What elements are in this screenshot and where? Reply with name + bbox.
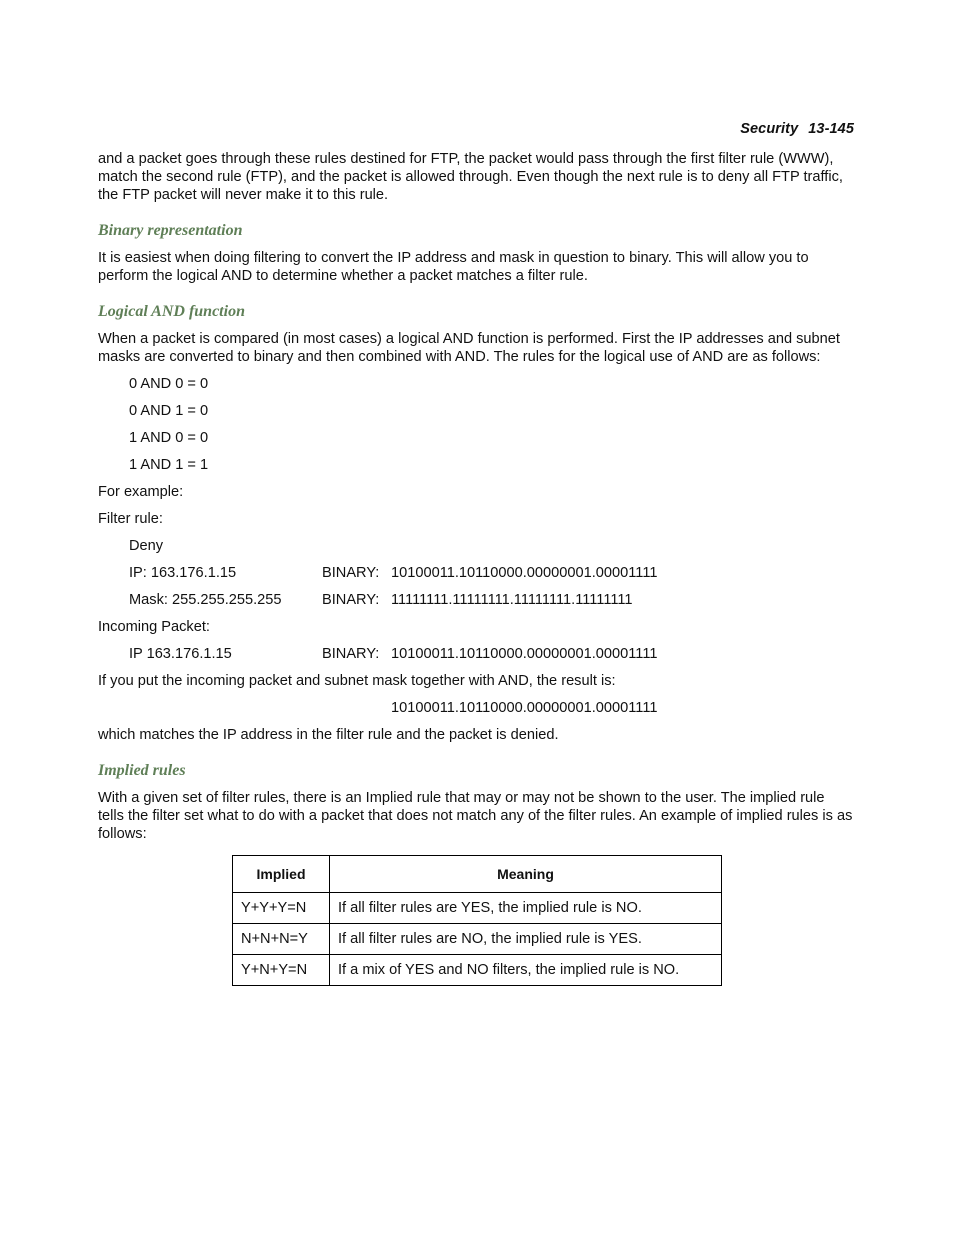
filter-mask-row [98, 591, 854, 618]
heading-implied-rules: Implied rules [98, 762, 186, 779]
table-row [233, 893, 722, 924]
implied-paragraph: With a given set of filter rules, there is an Implied rule that may or may not be shown to the user. The implied rule tells the filter set what to do with a packet that does not match any of the filter rules. An example of implied rules is as follows: [98, 790, 853, 842]
implied-rules-table [232, 855, 722, 986]
column-header-implied: Implied [233, 856, 330, 893]
filter-rule-label: Filter rule: [98, 511, 163, 527]
column-header-meaning: Meaning [330, 856, 722, 893]
filter-ip-label: IP: 163.176.1.15 [129, 565, 237, 581]
page-number: 13-145 [808, 121, 854, 137]
combine-text: If you put the incoming packet and subnet mask together with AND, the result is: [98, 673, 616, 689]
heading-binary-representation: Binary representation [98, 222, 243, 239]
table-header-row [233, 856, 722, 893]
and-result: 10100011.10110000.00000001.00001111 [391, 700, 658, 716]
page-content [98, 150, 854, 986]
intro-paragraph: and a packet goes through these rules destined for FTP, the packet would pass through the first filter rule (WWW), match the second rule (FTP), and the packet is allowed through. Even though the next rule is to deny all FTP traffic, the FTP packet will never make it to this rule. [98, 151, 843, 203]
filter-ip-row [98, 564, 854, 591]
incoming-ip-label: IP 163.176.1.15 [129, 646, 232, 662]
filter-ip-binary: 10100011.10110000.00000001.00001111 [391, 565, 658, 581]
binary-label: BINARY: [322, 565, 380, 581]
table-row [233, 924, 722, 955]
running-header [740, 120, 854, 138]
binary-label: BINARY: [322, 592, 380, 608]
table-row [233, 955, 722, 986]
and-rule: 1 AND 0 = 0 [129, 430, 209, 446]
filter-mask-label: Mask: 255.255.255.255 [129, 592, 282, 608]
meaning-cell: If all filter rules are YES, the implied rule is NO. [330, 893, 722, 924]
logical-and-paragraph: When a packet is compared (in most cases) a logical AND function is performed. First the IP addresses and subnet masks are converted to binary and then combined with AND. The rules for the logical use of AND are as follows: [98, 331, 840, 365]
binary-label: BINARY: [322, 646, 380, 662]
implied-cell: N+N+N=Y [233, 924, 330, 955]
conclusion-text: which matches the IP address in the filter rule and the packet is denied. [98, 727, 559, 743]
deny-label: Deny [129, 538, 164, 554]
section-title: Security [740, 121, 799, 137]
incoming-packet-label: Incoming Packet: [98, 619, 210, 635]
meaning-cell: If all filter rules are NO, the implied rule is YES. [330, 924, 722, 955]
incoming-ip-row [98, 645, 854, 672]
implied-cell: Y+Y+Y=N [233, 893, 330, 924]
and-rule: 0 AND 1 = 0 [129, 403, 209, 419]
heading-logical-and: Logical AND function [98, 303, 245, 320]
and-rule: 1 AND 1 = 1 [129, 457, 209, 473]
filter-mask-binary: 11111111.11111111.11111111.11111111 [391, 592, 633, 608]
meaning-cell: If a mix of YES and NO filters, the implied rule is NO. [330, 955, 722, 986]
implied-cell: Y+N+Y=N [233, 955, 330, 986]
binary-paragraph: It is easiest when doing filtering to convert the IP address and mask in question to binary. This will allow you to perform the logical AND to determine whether a packet matches a filter rule. [98, 250, 809, 284]
incoming-ip-binary: 10100011.10110000.00000001.00001111 [391, 646, 658, 662]
and-rule: 0 AND 0 = 0 [129, 376, 209, 392]
for-example-label: For example: [98, 484, 184, 500]
